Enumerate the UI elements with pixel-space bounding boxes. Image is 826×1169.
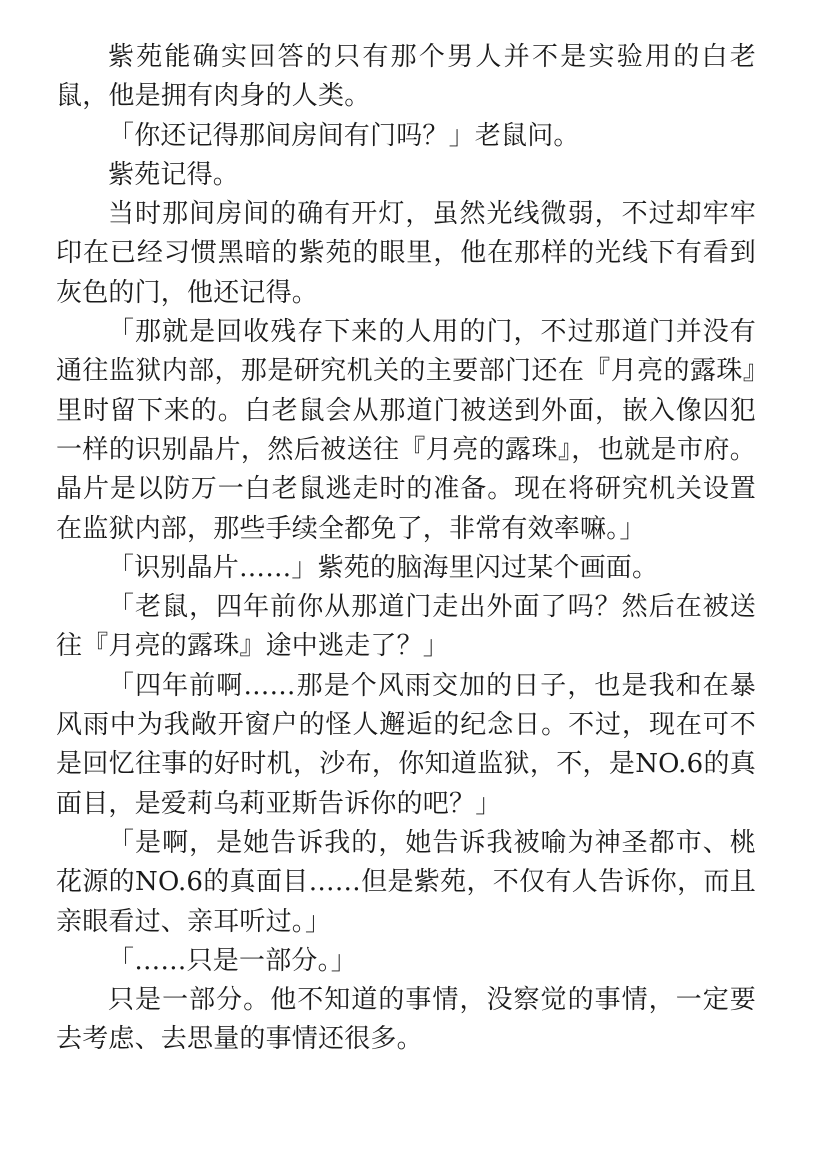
paragraph: 当时那间房间的确有开灯，虽然光线微弱，不过却牢牢印在已经习惯黑暗的紫苑的眼里，他在那样的光线下有看到灰色的门，他还记得。 <box>56 199 756 308</box>
paragraph: 「四年前啊……那是个风雨交加的日子，也是我和在暴风雨中为我敞开窗户的怪人邂逅的纪念日。不过，现在可不是回忆往事的好时机，沙布，你知道监狱，不，是NO.6的真面目，是爱莉乌莉亚斯告诉你的吧？」 <box>56 670 756 819</box>
paragraph: 「是啊，是她告诉我的，她告诉我被喻为神圣都市、桃花源的NO.6的真面目……但是紫苑，不仅有人告诉你，而且亲眼看过、亲耳听过。」 <box>56 827 756 937</box>
paragraph: 紫苑能确实回答的只有那个男人并不是实验用的白老鼠，他是拥有肉身的人类。 <box>56 42 756 112</box>
paragraph: 「老鼠，四年前你从那道门走出外面了吗？然后在被送往『月亮的露珠』途中逃走了？」 <box>56 592 756 662</box>
paragraph: 「你还记得那间房间有门吗？」老鼠问。 <box>108 120 580 151</box>
paragraph: 紫苑记得。 <box>108 159 240 190</box>
paragraph: 只是一部分。他不知道的事情，没察觉的事情，一定要去考虑、去思量的事情还很多。 <box>56 985 756 1055</box>
document-page <box>56 38 756 1060</box>
paragraph: 「识别晶片……」紫苑的脑海里闪过某个画面。 <box>108 552 659 583</box>
paragraph: 「那就是回收残存下来的人用的门，不过那道门并没有通往监狱内部，那是研究机关的主要部门还在『月亮的露珠』里时留下来的。白老鼠会从那道门被送到外面，嵌入像囚犯一样的识别晶片，然后被送往『月亮的露珠』，也就是市府。晶片是以防万一白老鼠逃走时的准备。现在将研究机关设置在监狱内部，那些手续全都免了，非常有效率嘛。」 <box>56 317 756 544</box>
paragraph: 「……只是一部分。」 <box>108 945 358 976</box>
